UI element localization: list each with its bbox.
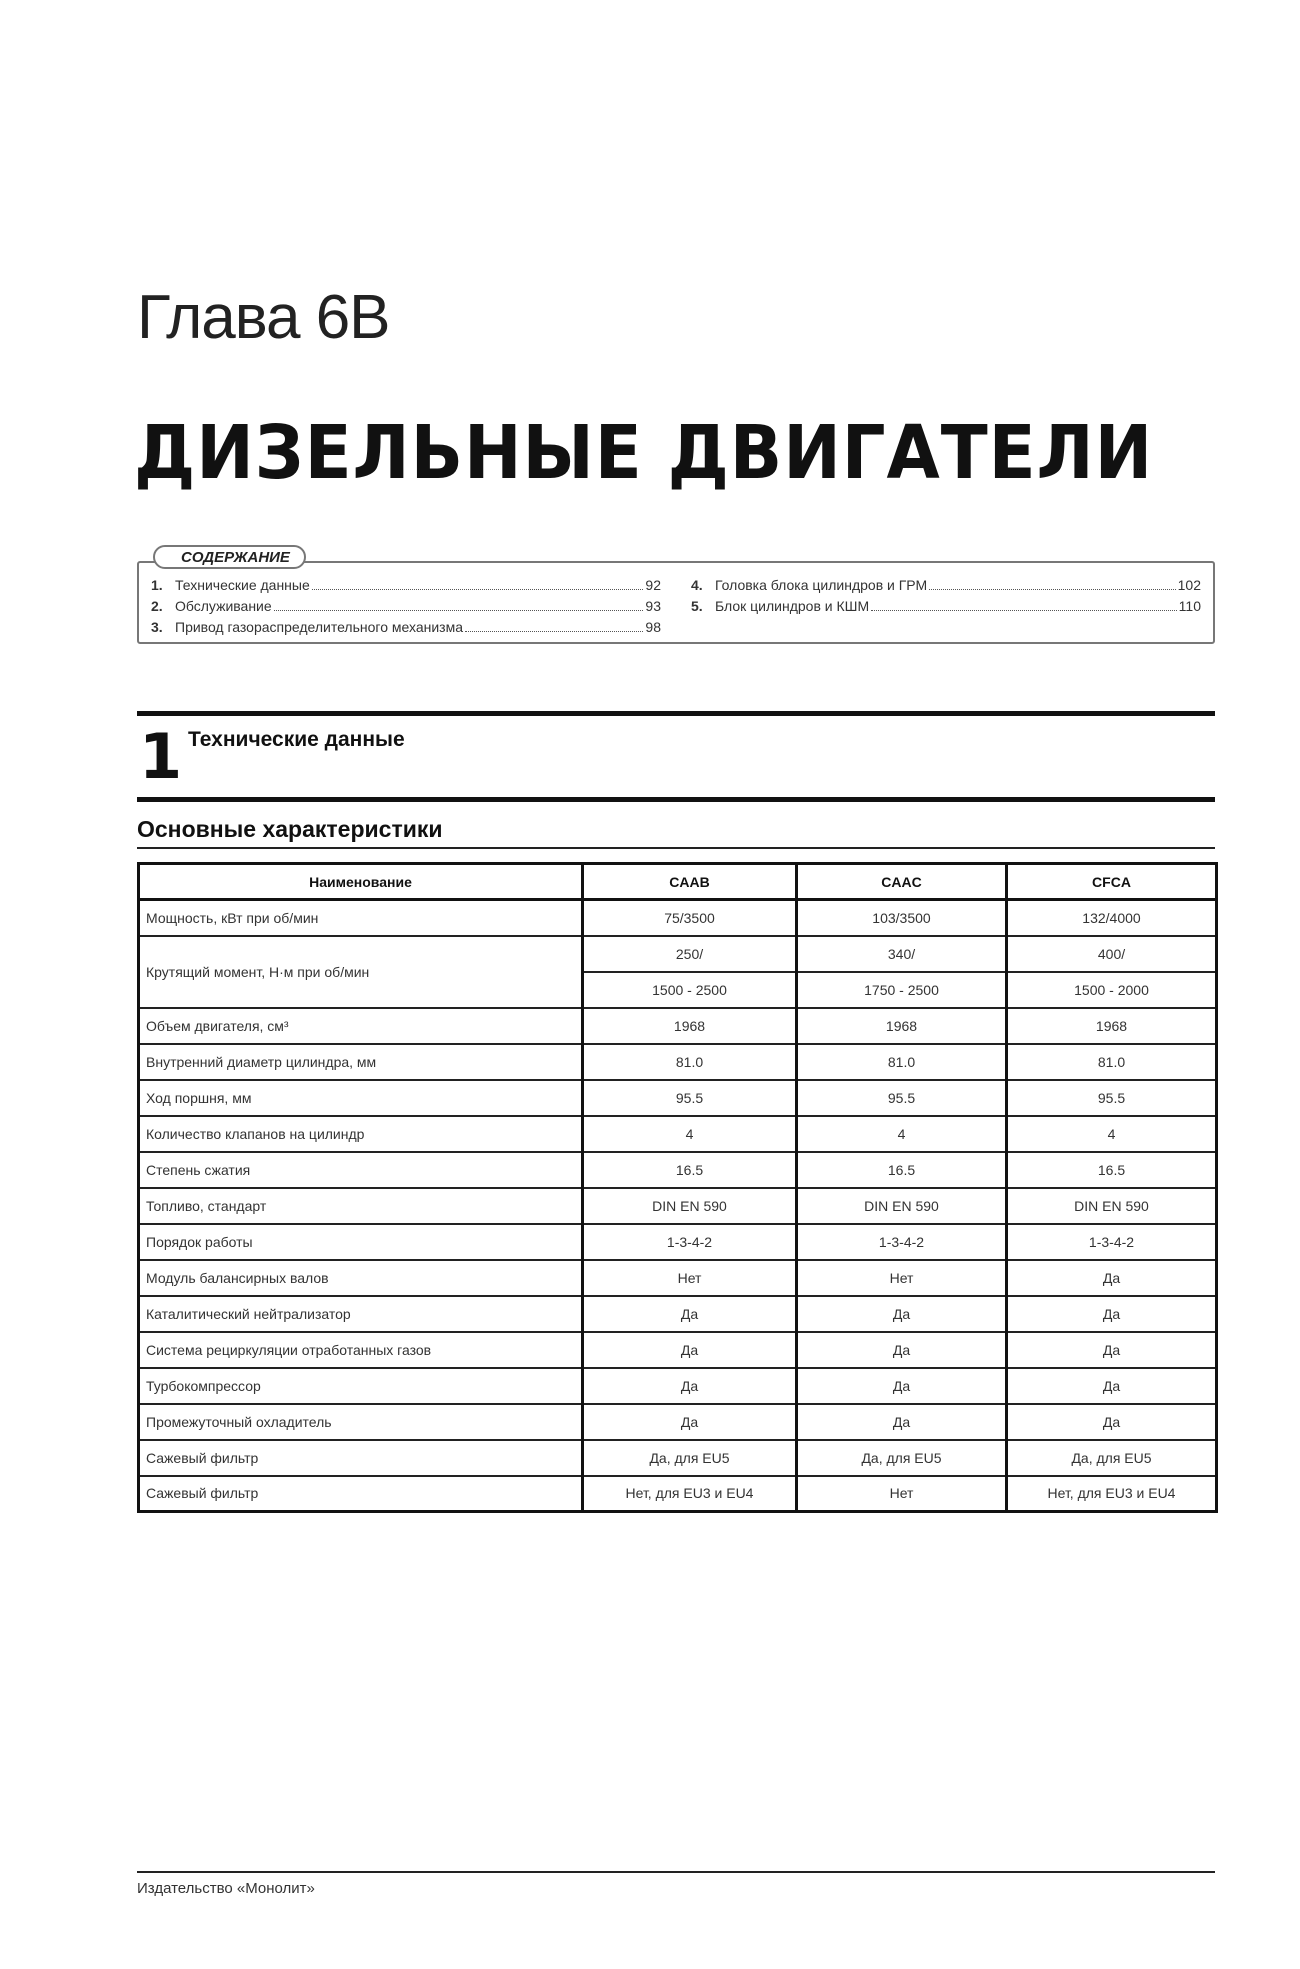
table-row: [139, 1152, 1217, 1188]
table-cell: 16.5: [797, 1152, 1007, 1188]
table-cell: 1500 - 2500: [583, 972, 797, 1008]
table-cell: Да: [1007, 1260, 1217, 1296]
table-cell: 1968: [797, 1008, 1007, 1044]
table-cell: 4: [583, 1116, 797, 1152]
column-header: Наименование: [139, 864, 583, 900]
table-cell: Да: [797, 1368, 1007, 1404]
row-label: Сажевый фильтр: [139, 1476, 583, 1512]
table-cell: 75/3500: [583, 900, 797, 936]
contents-item[interactable]: 2. Обслуживание 93: [151, 598, 661, 614]
leader-dots: [929, 589, 1175, 590]
column-header: CAAB: [583, 864, 797, 900]
table-cell: Да: [1007, 1296, 1217, 1332]
table-row: [139, 1260, 1217, 1296]
row-label: Объем двигателя, см³: [139, 1008, 583, 1044]
table-cell: 1968: [1007, 1008, 1217, 1044]
table-row: [139, 1440, 1217, 1476]
table-cell: DIN EN 590: [583, 1188, 797, 1224]
table-cell: Да: [1007, 1404, 1217, 1440]
contents-box: [137, 549, 1215, 644]
row-label: Сажевый фильтр: [139, 1440, 583, 1476]
row-label: Количество клапанов на цилиндр: [139, 1116, 583, 1152]
table-cell: 1-3-4-2: [583, 1224, 797, 1260]
contents-column-right: [691, 575, 1201, 617]
table-cell: 16.5: [583, 1152, 797, 1188]
table-row: [139, 1404, 1217, 1440]
row-label: Ход поршня, мм: [139, 1080, 583, 1116]
table-cell: Да: [797, 1296, 1007, 1332]
table-cell: 1-3-4-2: [1007, 1224, 1217, 1260]
chapter-title: ДИЗЕЛЬНЫЕ ДВИГАТЕЛИ: [134, 410, 1154, 496]
table-cell: Да: [1007, 1332, 1217, 1368]
table-cell: 81.0: [1007, 1044, 1217, 1080]
table-row: [139, 1332, 1217, 1368]
row-label: Топливо, стандарт: [139, 1188, 583, 1224]
table-cell: 1500 - 2000: [1007, 972, 1217, 1008]
table-cell: DIN EN 590: [797, 1188, 1007, 1224]
table-row: [139, 900, 1217, 936]
section-title: Технические данные: [188, 728, 405, 751]
row-label: Турбокомпрессор: [139, 1368, 583, 1404]
contents-item[interactable]: 5. Блок цилиндров и КШМ 110: [691, 598, 1201, 614]
leader-dots: [312, 589, 644, 590]
row-label: Модуль балансирных валов: [139, 1260, 583, 1296]
table-cell: DIN EN 590: [1007, 1188, 1217, 1224]
column-header: CFCA: [1007, 864, 1217, 900]
table-cell: Нет: [583, 1260, 797, 1296]
table-cell: Да: [1007, 1368, 1217, 1404]
table-row: [139, 1080, 1217, 1116]
table-cell: 400/: [1007, 936, 1217, 972]
table-row: [139, 1368, 1217, 1404]
column-header: CAAC: [797, 864, 1007, 900]
table-cell: 4: [1007, 1116, 1217, 1152]
table-cell: 103/3500: [797, 900, 1007, 936]
table-cell: Да: [797, 1404, 1007, 1440]
table-cell: 95.5: [583, 1080, 797, 1116]
table-cell: Да: [583, 1296, 797, 1332]
contents-item[interactable]: 4. Головка блока цилиндров и ГРМ 102: [691, 577, 1201, 593]
contents-item[interactable]: 3. Привод газораспределительного механизма 98: [151, 619, 661, 635]
footer-rule: [137, 1871, 1215, 1873]
table-cell: Да: [583, 1404, 797, 1440]
table-cell: 132/4000: [1007, 900, 1217, 936]
row-label: Внутренний диаметр цилиндра, мм: [139, 1044, 583, 1080]
table-row: [139, 1116, 1217, 1152]
row-label: Порядок работы: [139, 1224, 583, 1260]
leader-dots: [871, 610, 1177, 611]
row-label: Крутящий момент, Н·м при об/мин: [139, 936, 583, 1008]
contents-heading: СОДЕРЖАНИЕ: [153, 545, 306, 569]
table-cell: 16.5: [1007, 1152, 1217, 1188]
table-cell: Нет, для EU3 и EU4: [1007, 1476, 1217, 1512]
table-cell: Да: [583, 1332, 797, 1368]
table-cell: 340/: [797, 936, 1007, 972]
table-cell: Да, для EU5: [583, 1440, 797, 1476]
table-cell: Нет: [797, 1260, 1007, 1296]
table-cell: Нет, для EU3 и EU4: [583, 1476, 797, 1512]
table-row: [139, 936, 1217, 972]
table-cell: 81.0: [797, 1044, 1007, 1080]
table-cell: 1750 - 2500: [797, 972, 1007, 1008]
row-label: Степень сжатия: [139, 1152, 583, 1188]
section-rule-bottom: [137, 797, 1215, 802]
table-row: [139, 1188, 1217, 1224]
table-cell: 95.5: [797, 1080, 1007, 1116]
table-row: [139, 1224, 1217, 1260]
chapter-label: Глава 6В: [137, 283, 390, 352]
subsection-rule: [137, 847, 1215, 849]
section-rule-top: [137, 711, 1215, 716]
row-label: Мощность, кВт при об/мин: [139, 900, 583, 936]
table-cell: 81.0: [583, 1044, 797, 1080]
row-label: Промежуточный охладитель: [139, 1404, 583, 1440]
table-row: [139, 1296, 1217, 1332]
table-row: [139, 1476, 1217, 1512]
contents-item[interactable]: 1. Технические данные 92: [151, 577, 661, 593]
table-cell: Да: [797, 1332, 1007, 1368]
contents-column-left: [151, 575, 661, 638]
table-cell: 1-3-4-2: [797, 1224, 1007, 1260]
table-cell: Да: [583, 1368, 797, 1404]
table-cell: 250/: [583, 936, 797, 972]
table-row: [139, 1044, 1217, 1080]
table-cell: Да, для EU5: [1007, 1440, 1217, 1476]
table-cell: Да, для EU5: [797, 1440, 1007, 1476]
publisher-footer: Издательство «Монолит»: [137, 1880, 315, 1897]
table-cell: 95.5: [1007, 1080, 1217, 1116]
table-body: [139, 900, 1217, 1512]
row-label: Система рециркуляции отработанных газов: [139, 1332, 583, 1368]
table-cell: 1968: [583, 1008, 797, 1044]
leader-dots: [465, 631, 643, 632]
subsection-title: Основные характеристики: [137, 816, 443, 842]
section-number: 1: [139, 720, 183, 793]
table-cell: Нет: [797, 1476, 1007, 1512]
table-cell: 4: [797, 1116, 1007, 1152]
table-header-row: [139, 864, 1217, 900]
table-row: [139, 1008, 1217, 1044]
row-label: Каталитический нейтрализатор: [139, 1296, 583, 1332]
leader-dots: [274, 610, 644, 611]
specs-table: [137, 862, 1218, 1513]
